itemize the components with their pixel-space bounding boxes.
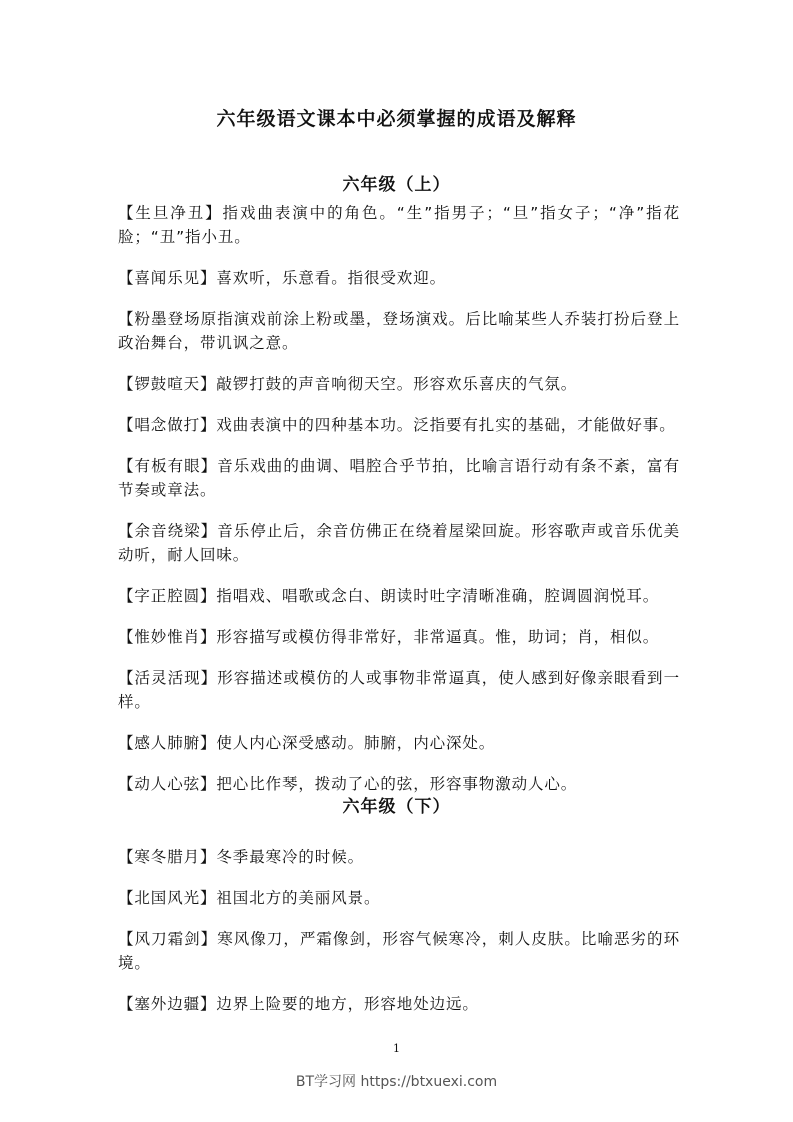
idiom-entry: 【粉墨登场原指演戏前涂上粉或墨，登场演戏。后比喻某些人乔装打扮后登上政治舞台，带讥讽之意。 <box>118 310 680 352</box>
idiom-entry: 【动人心弦】把心比作琴，拨动了心的弦，形容事物激动人心。 <box>118 775 578 793</box>
footer-watermark: BT学习网 https://btxuexi.com <box>295 1074 498 1090</box>
document-title: 六年级语文课本中必须掌握的成语及解释 <box>216 108 577 130</box>
page-number: 1 <box>393 1042 400 1055</box>
idiom-entry: 【喜闻乐见】喜欢听，乐意看。指很受欢迎。 <box>118 269 447 287</box>
idiom-entry: 【锣鼓喧天】敲锣打鼓的声音响彻天空。形容欢乐喜庆的气氛。 <box>118 375 578 393</box>
idiom-entry: 【生旦净丑】指戏曲表演中的角色。“生”指男子；“旦”指女子；“净”指花脸；“丑”指小丑。 <box>118 204 680 246</box>
idiom-entry: 【寒冬腊月】冬季最寒冷的时候。 <box>118 848 365 866</box>
idiom-entry: 【风刀霜剑】寒风像刀，严霜像剑，形容气候寒冷，刺人皮肤。比喻恶劣的环境。 <box>118 930 680 972</box>
section-upper-entries <box>118 201 680 813</box>
idiom-entry: 【有板有眼】音乐戏曲的曲调、唱腔合乎节拍，比喻言语行动有条不紊，富有节奏或章法。 <box>118 457 680 499</box>
idiom-entry: 【感人肺腑】使人内心深受感动。肺腑，内心深处。 <box>118 734 496 752</box>
idiom-entry: 【字正腔圆】指唱戏、唱歌或念白、朗读时吐字清晰准确，腔调圆润悦耳。 <box>118 587 660 605</box>
section-heading-lower: 六年级（下） <box>342 797 451 817</box>
idiom-entry: 【塞外边疆】边界上险要的地方，形容地处边远。 <box>118 995 479 1013</box>
idiom-entry: 【余音绕梁】音乐停止后，余音仿佛正在绕着屋梁回旋。形容歌声或音乐优美动听，耐人回味。 <box>118 522 680 564</box>
idiom-entry: 【北国风光】祖国北方的美丽风景。 <box>118 889 381 907</box>
section-heading-upper: 六年级（上） <box>342 175 451 195</box>
section-lower-entries <box>118 845 680 1033</box>
idiom-entry: 【唱念做打】戏曲表演中的四种基本功。泛指要有扎实的基础，才能做好事。 <box>118 416 676 434</box>
idiom-entry: 【活灵活现】形容描述或模仿的人或事物非常逼真，使人感到好像亲眼看到一样。 <box>118 669 680 711</box>
idiom-entry: 【惟妙惟肖】形容描写或模仿得非常好，非常逼真。惟，助词；肖，相似。 <box>118 628 660 646</box>
